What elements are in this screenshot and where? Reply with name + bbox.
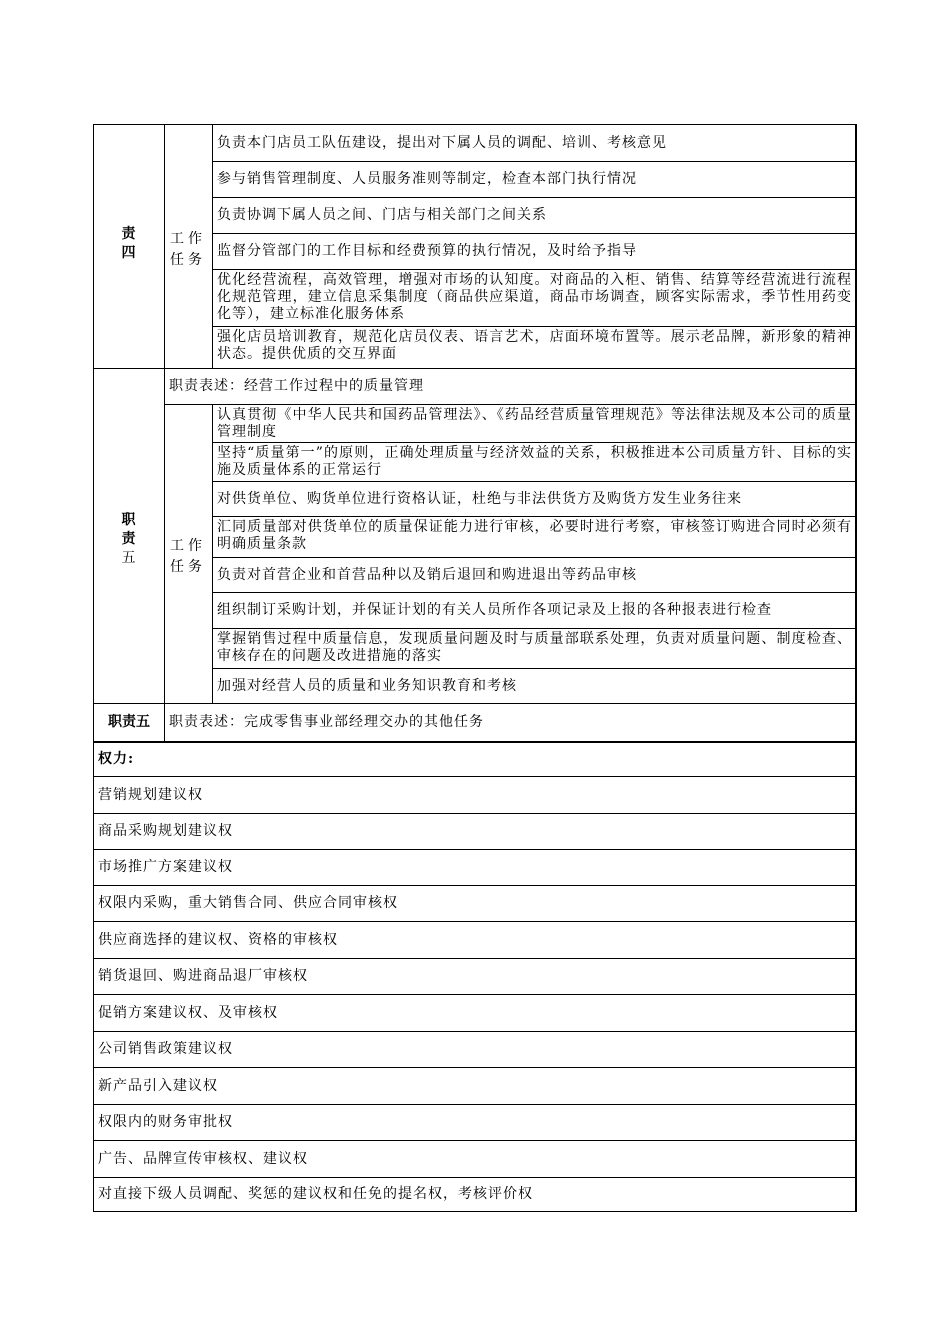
task-item: 强化店员培训教育，规范化店员仪表、语言艺术，店面环境布置等。展示老品牌，新形象的精神状态。提供优质的交互界面 bbox=[217, 329, 852, 362]
task-item: 组织制订采购计划，并保证计划的有关人员所作各项记录及上报的各种报表进行检查 bbox=[217, 602, 772, 618]
task-item: 掌握销售过程中质量信息，发现质量问题及时与质量部联系处理，负责对质量问题、制度检查、审核存在的问题及改进措施的落实 bbox=[217, 631, 852, 664]
power-item: 新产品引入建议权 bbox=[98, 1077, 218, 1094]
power-item: 公司销售政策建议权 bbox=[98, 1041, 233, 1057]
work-label-line1: 工作 bbox=[170, 231, 206, 247]
task-item: 负责本门店员工队伍建设，提出对下属人员的调配、培训、考核意见 bbox=[217, 134, 667, 151]
section-five-label-line2: 责 bbox=[121, 531, 137, 547]
responsibility-table bbox=[93, 124, 857, 1212]
power-item: 权限内采购，重大销售合同、供应合同审核权 bbox=[98, 895, 398, 911]
power-item: 商品采购规划建议权 bbox=[98, 823, 233, 839]
task-item: 加强对经营人员的质量和业务知识教育和考核 bbox=[217, 677, 517, 694]
powers-heading: 权力: bbox=[98, 751, 135, 767]
section-five-statement: 职责表述：经营工作过程中的质量管理 bbox=[169, 378, 424, 394]
task-item: 汇同质量部对供货单位的质量保证能力进行审核，必要时进行考察，审核签订购进合同时必须有明确质量条款 bbox=[217, 519, 852, 552]
section-five-label bbox=[94, 511, 164, 568]
task-item: 参与销售管理制度、人员服务准则等制定，检查本部门执行情况 bbox=[217, 171, 637, 187]
section-four-work-label bbox=[164, 229, 212, 271]
section-four-label-line1: 责 bbox=[121, 226, 137, 242]
task-item: 坚持“质量第一”的原则，正确处理质量与经济效益的关系，积极推进本公司质量方针、目标的实施及质量体系的正常运行 bbox=[217, 445, 852, 478]
task-item: 监督分管部门的工作目标和经费预算的执行情况，及时给予指导 bbox=[217, 243, 637, 259]
power-item: 供应商选择的建议权、资格的审核权 bbox=[98, 931, 338, 948]
section-five-work-label bbox=[164, 536, 212, 578]
power-item: 权限内的财务审批权 bbox=[98, 1114, 233, 1130]
section-five-b-statement: 职责表述：完成零售事业部经理交办的其他任务 bbox=[169, 714, 484, 730]
power-item: 促销方案建议权、及审核权 bbox=[98, 1004, 278, 1021]
task-item: 认真贯彻《中华人民共和国药品管理法》、《药品经营质量管理规范》等法律法规及本公司的质量管理制度 bbox=[217, 407, 852, 440]
power-item: 销货退回、购进商品退厂审核权 bbox=[98, 968, 308, 984]
section-four-label bbox=[94, 225, 164, 263]
work-label-line2: 任务 bbox=[170, 252, 206, 268]
power-item: 广告、品牌宣传审核权、建议权 bbox=[98, 1150, 308, 1167]
power-item: 市场推广方案建议权 bbox=[98, 859, 233, 875]
work-label-line1: 工作 bbox=[170, 538, 206, 554]
section-four-label-line2: 四 bbox=[121, 245, 137, 261]
task-item: 负责对首营企业和首营品种以及销后退回和购进退出等药品审核 bbox=[217, 566, 637, 583]
section-five-label-line1: 职 bbox=[121, 512, 137, 528]
task-item: 负责协调下属人员之间、门店与相关部门之间关系 bbox=[217, 207, 547, 223]
section-five-label-line3: 五 bbox=[121, 550, 137, 566]
power-item: 营销规划建议权 bbox=[98, 786, 203, 803]
column-divider bbox=[164, 125, 165, 703]
work-label-line2: 任务 bbox=[170, 559, 206, 575]
task-item: 优化经营流程，高效管理，增强对市场的认知度。对商品的入柜、销售、结算等经营流进行流程化规范管理，建立信息采集制度（商品供应渠道，商品市场调查，顾客实际需求，季节性用药变化等），建立标准化服务体系 bbox=[217, 272, 852, 322]
section-five-b-label: 职责五 bbox=[108, 714, 150, 730]
power-item: 对直接下级人员调配、奖惩的建议权和任免的提名权，考核评价权 bbox=[98, 1185, 533, 1202]
task-item: 对供货单位、购货单位进行资格认证，杜绝与非法供货方及购货方发生业务往来 bbox=[217, 490, 742, 507]
